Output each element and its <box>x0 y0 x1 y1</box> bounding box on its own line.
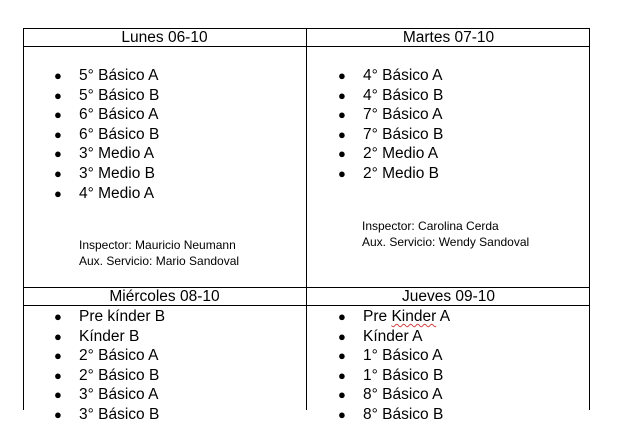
list-item: ● 8° Básico B <box>338 405 444 423</box>
cell-header-lunes: Lunes 06-10 <box>121 29 208 46</box>
inspector-lunes: Inspector: Mauricio Neumann <box>79 238 236 252</box>
list-item: ● 3° Medio A <box>54 145 155 163</box>
list-item: ● 4° Básico A <box>338 67 443 84</box>
inspector-martes: Inspector: Carolina Cerda <box>362 219 499 233</box>
course-list-martes <box>338 66 443 184</box>
cell-header-miercoles: Miércoles 08-10 <box>109 288 220 305</box>
list-item: ● 5° Básico B <box>54 86 160 104</box>
list-item: ● 2° Básico A <box>54 347 159 365</box>
list-item: ● 4° Medio A <box>54 184 155 202</box>
cell-header-martes: Martes 07-10 <box>402 29 495 46</box>
spellcheck-underlined-word: Kinder <box>391 308 437 325</box>
list-item: ● 3° Medio B <box>54 164 155 182</box>
list-item: ● 2° Medio A <box>338 145 439 163</box>
course-list-jueves <box>338 307 450 425</box>
column-divider <box>306 28 307 410</box>
list-item: ● 8° Básico A <box>338 386 443 404</box>
list-item: ● 4° Básico B <box>338 86 444 104</box>
aux-servicio-lunes: Aux. Servicio: Mario Sandoval <box>79 254 240 268</box>
list-item: ● 1° Básico A <box>338 347 443 365</box>
list-item: ● 3° Básico A <box>54 386 159 404</box>
list-item: ● 1° Básico B <box>338 366 444 384</box>
cell-header-jueves: Jueves 09-10 <box>401 288 496 305</box>
course-list-miercoles <box>54 307 165 425</box>
list-item: ● 3° Básico B <box>54 405 160 423</box>
list-item: ● 2° Medio B <box>338 164 439 182</box>
aux-servicio-martes: Aux. Servicio: Wendy Sandoval <box>362 235 530 249</box>
course-list-lunes <box>54 66 159 203</box>
list-item: ● Kínder A <box>338 327 423 345</box>
list-item: ● Pre Kinder A <box>338 308 451 325</box>
list-item: ● 6° Básico A <box>54 106 159 124</box>
list-item: ● 7° Básico B <box>338 125 444 143</box>
list-item: ● 2° Básico B <box>54 366 160 384</box>
list-item: ● Pre kínder B <box>54 308 166 325</box>
list-item: ● 6° Básico B <box>54 125 160 143</box>
list-item: ● 5° Básico A <box>54 67 159 84</box>
list-item: ● 7° Básico A <box>338 106 443 124</box>
list-item: ● Kínder B <box>54 327 140 345</box>
